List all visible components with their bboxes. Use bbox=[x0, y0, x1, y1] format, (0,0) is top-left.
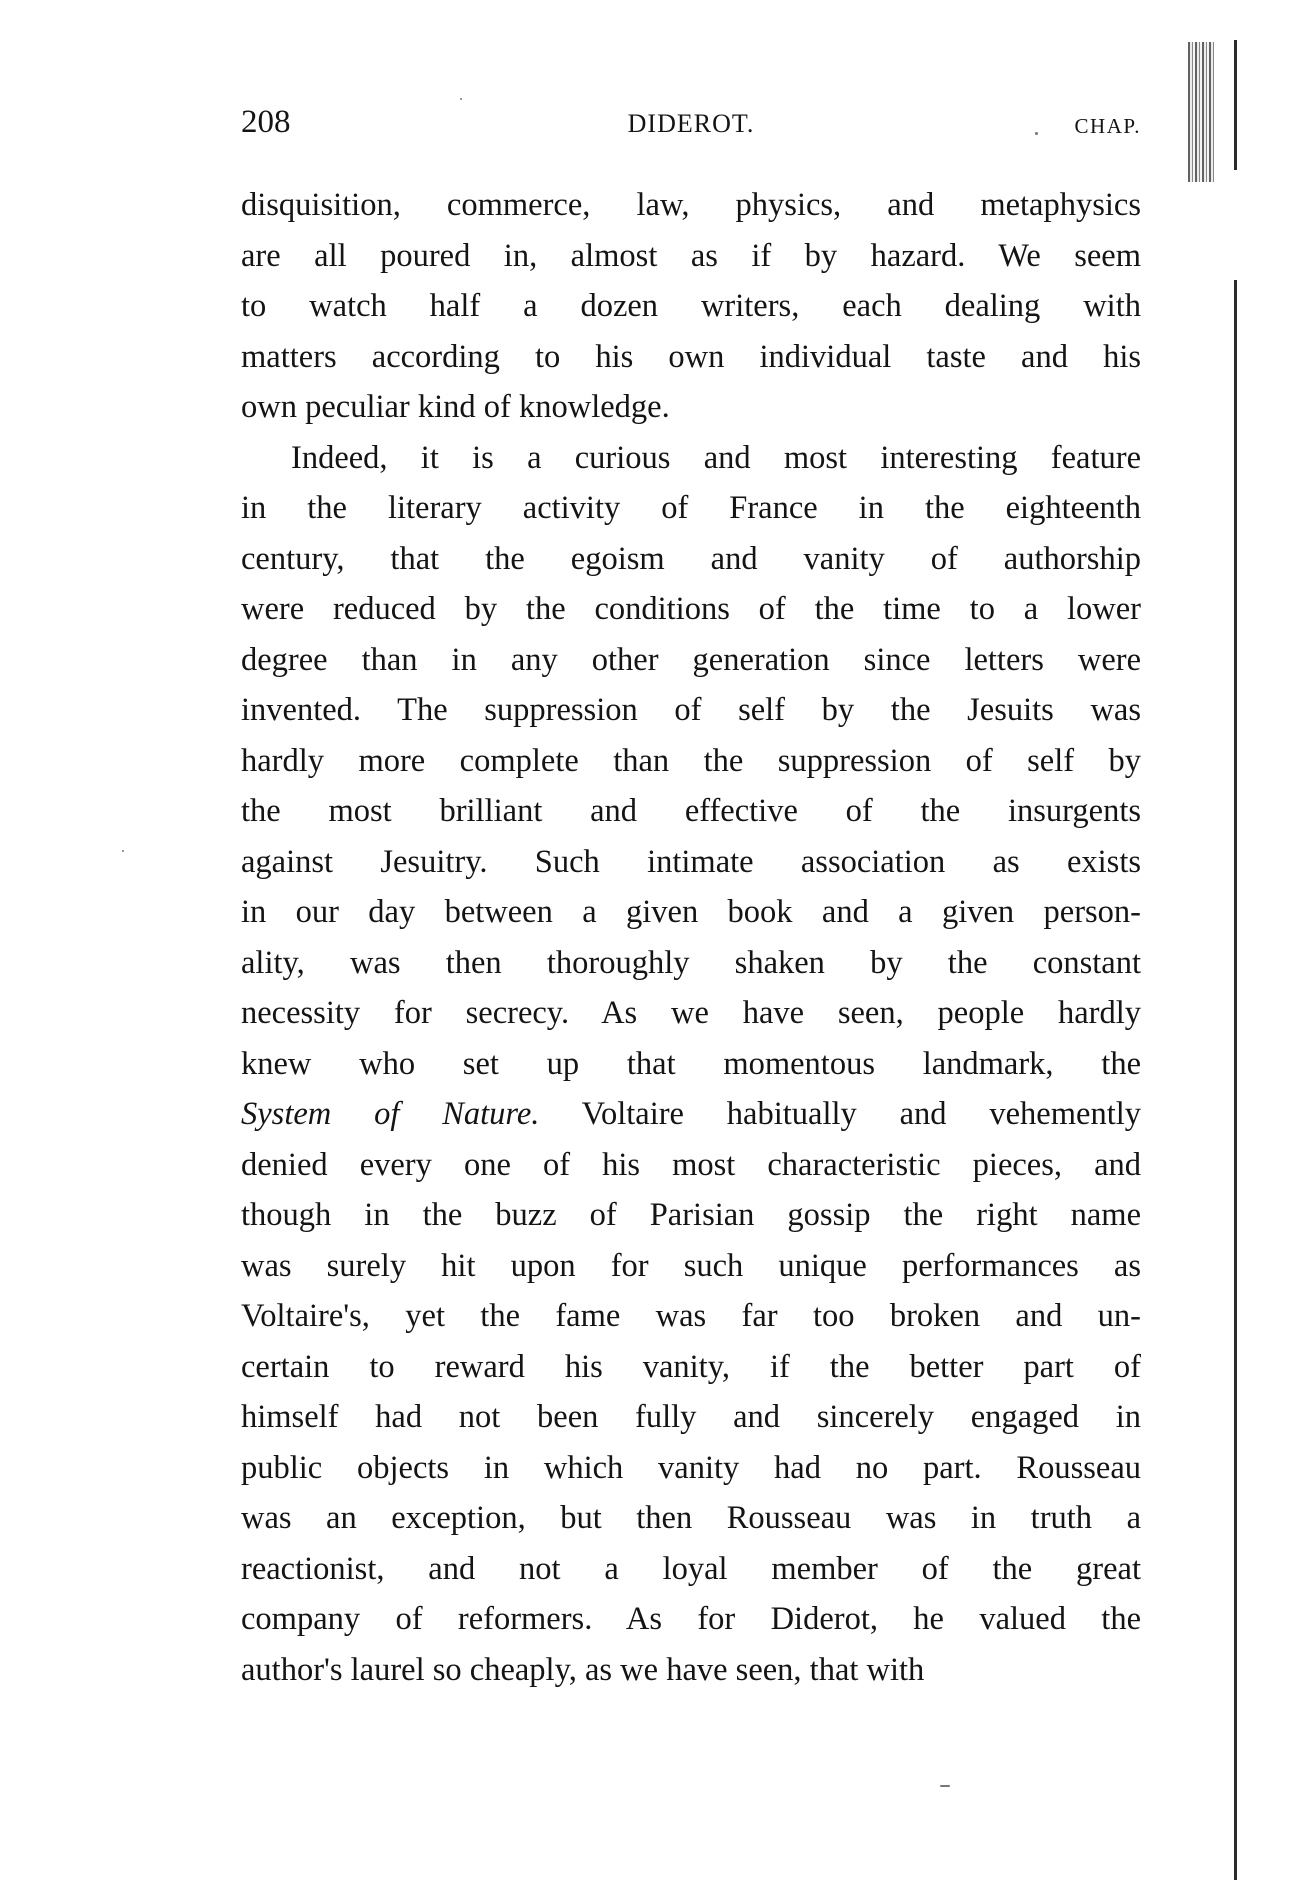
text-line: to watch half a dozen writers, each dealing with bbox=[241, 288, 1141, 324]
page-edge-line-top bbox=[1234, 40, 1237, 170]
text-line-rest: Voltaire habitually and vehemently bbox=[539, 1096, 1141, 1132]
text-line: invented. The suppression of self by the Jesuits was bbox=[241, 692, 1141, 728]
page-number: 208 bbox=[241, 104, 291, 140]
text-line: public objects in which vanity had no part. Rousseau bbox=[241, 1449, 1141, 1486]
text-line: necessity for secrecy. As we have seen, people hardly bbox=[241, 995, 1141, 1031]
text-line: denied every one of his most characteristic pieces, and bbox=[241, 1146, 1141, 1183]
text-line: the most brilliant and effective of the insurgents bbox=[241, 793, 1141, 829]
text-line: author's laurel so cheaply, as we have seen, that with bbox=[241, 1651, 925, 1688]
text-line: own peculiar kind of knowledge. bbox=[241, 389, 670, 425]
text-line: were reduced by the conditions of the time to a lower bbox=[241, 591, 1141, 627]
ink-speck bbox=[122, 850, 124, 852]
body-text bbox=[241, 180, 1141, 1695]
text-line: company of reformers. As for Diderot, he valued the bbox=[241, 1601, 1141, 1637]
text-line: are all poured in, almost as if by hazard. We seem bbox=[241, 237, 1141, 274]
text-line: ality, was then thoroughly shaken by the constant bbox=[241, 944, 1141, 981]
text-line: though in the buzz of Parisian gossip the right name bbox=[241, 1197, 1141, 1233]
text-line: century, that the egoism and vanity of authorship bbox=[241, 540, 1141, 577]
text-line: disquisition, commerce, law, physics, and metaphysics bbox=[241, 187, 1141, 223]
text-line-with-italic-title bbox=[241, 1089, 1141, 1140]
text-line: Voltaire's, yet the fame was far too broken and un- bbox=[241, 1298, 1141, 1334]
running-title: DIDEROT. bbox=[627, 109, 755, 138]
text-line: Indeed, it is a curious and most interesting feature bbox=[291, 439, 1141, 476]
ink-speck bbox=[460, 98, 462, 100]
text-line: matters according to his own individual taste and his bbox=[241, 338, 1141, 375]
chapter-label: CHAP. bbox=[1074, 114, 1141, 138]
text-line: was surely hit upon for such unique performances as bbox=[241, 1247, 1141, 1284]
text-line: himself had not been fully and sincerely engaged in bbox=[241, 1399, 1141, 1435]
text-line: knew who set up that momentous landmark, the bbox=[241, 1045, 1141, 1082]
text-line: reactionist, and not a loyal member of the great bbox=[241, 1550, 1141, 1587]
binding-edge-mark bbox=[1188, 42, 1214, 182]
text-line: hardly more complete than the suppression of self by bbox=[241, 742, 1141, 779]
text-line: against Jesuitry. Such intimate association as exists bbox=[241, 843, 1141, 880]
book-title-italic: System of Nature. bbox=[241, 1096, 540, 1132]
text-line: in our day between a given book and a given person- bbox=[241, 894, 1141, 930]
text-line: certain to reward his vanity, if the better part of bbox=[241, 1348, 1141, 1385]
text-line: in the literary activity of France in the eighteenth bbox=[241, 490, 1141, 526]
page-edge-line bbox=[1234, 280, 1237, 1880]
text-line: degree than in any other generation since letters were bbox=[241, 641, 1141, 678]
running-header bbox=[241, 102, 1141, 146]
text-line: was an exception, but then Rousseau was in truth a bbox=[241, 1500, 1141, 1536]
ink-speck bbox=[940, 1785, 950, 1787]
